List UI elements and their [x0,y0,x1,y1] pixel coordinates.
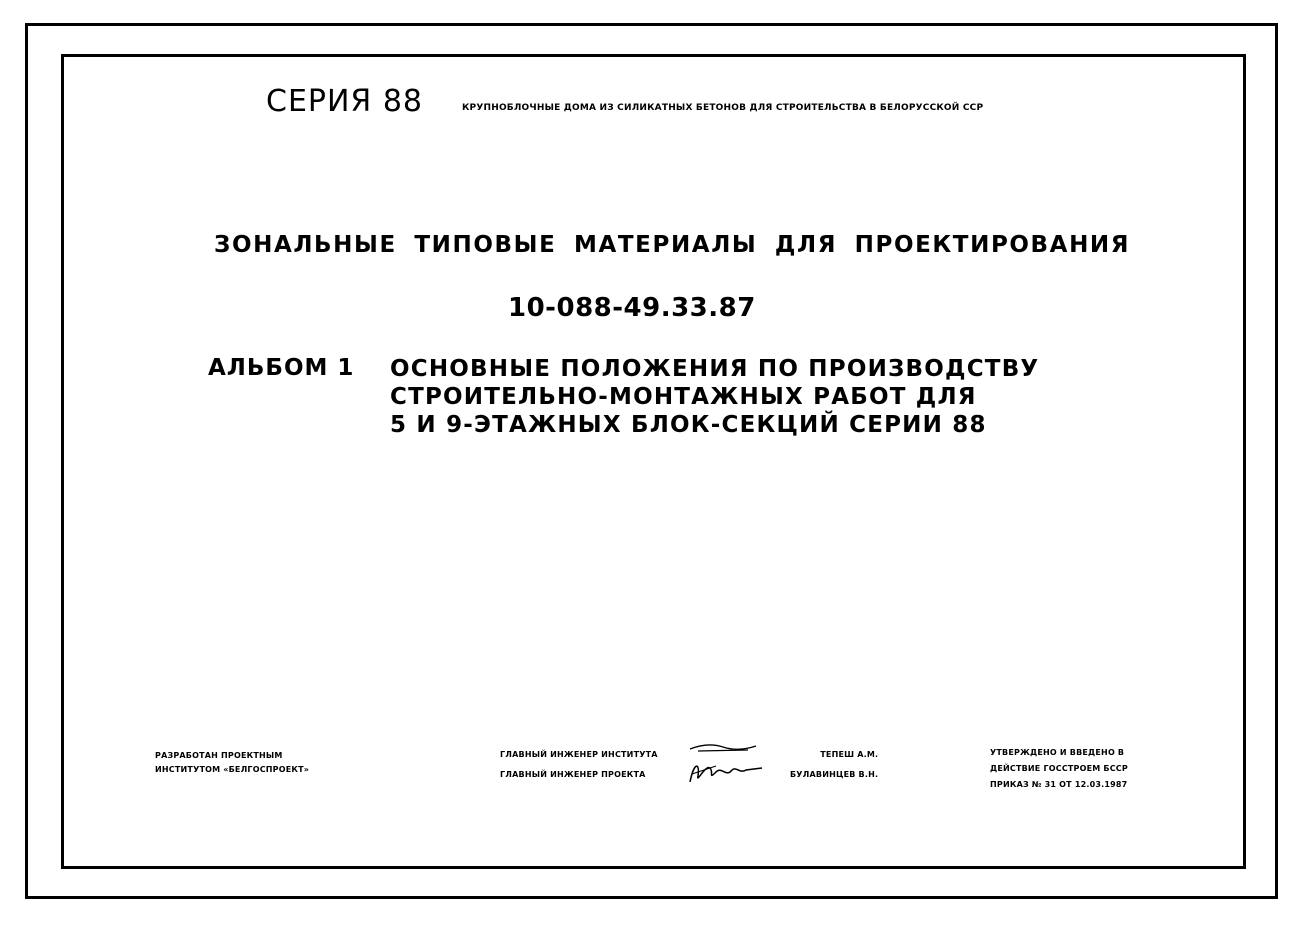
approval-line: ДЕЙСТВИЕ ГОССТРОЕМ БССР [990,764,1128,773]
album-label: АЛЬБОМ 1 [208,355,355,381]
developer-block [155,749,309,777]
series-label: СЕРИЯ 88 [266,84,423,119]
document-code: 10-088-49.33.87 [508,293,756,323]
approval-line: УТВЕРЖДЕНО И ВВЕДЕНО В [990,748,1125,757]
name-line: БУЛАВИНЦЕВ В.Н. [790,770,879,779]
role-line: ГЛАВНЫЙ ИНЖЕНЕР ПРОЕКТА [500,770,646,779]
album-description [390,355,1039,439]
role-line: ГЛАВНЫЙ ИНЖЕНЕР ИНСТИТУТА [500,750,658,759]
developer-line: ИНСТИТУТОМ «БЕЛГОСПРОЕКТ» [155,765,310,774]
album-line: СТРОИТЕЛЬНО-МОНТАЖНЫХ РАБОТ ДЛЯ [390,384,977,410]
series-description: КРУПНОБЛОЧНЫЕ ДОМА ИЗ СИЛИКАТНЫХ БЕТОНОВ ДЛЯ СТРОИТЕЛЬСТВА В БЕЛОРУССКОЙ ССР [462,103,984,113]
name-line: ТЕПЕШ А.М. [820,750,879,759]
signature-2-icon [686,758,766,786]
names-block [790,745,878,785]
document-title: ЗОНАЛЬНЫЕ ТИПОВЫЕ МАТЕРИАЛЫ ДЛЯ ПРОЕКТИРОВАНИЯ [214,232,1131,258]
roles-block [500,745,658,785]
approval-line: ПРИКАЗ № 31 ОТ 12.03.1987 [990,780,1128,789]
developer-line: РАЗРАБОТАН ПРОЕКТНЫМ [155,751,283,760]
signature-1-icon [688,740,758,754]
approval-block [990,745,1128,793]
album-line: 5 И 9-ЭТАЖНЫХ БЛОК-СЕКЦИЙ СЕРИИ 88 [390,412,987,438]
album-line: ОСНОВНЫЕ ПОЛОЖЕНИЯ ПО ПРОИЗВОДСТВУ [390,356,1040,382]
